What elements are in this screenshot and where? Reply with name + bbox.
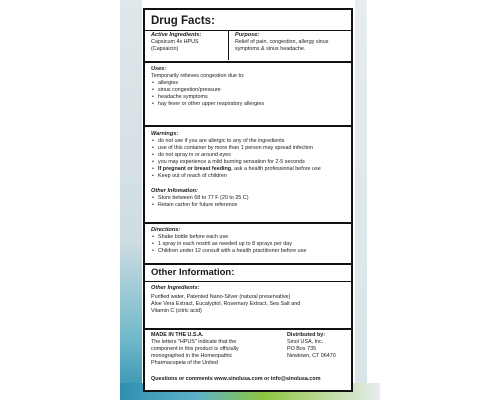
rule-active [145, 61, 351, 63]
other-info-item: • Store between 68 to 77 F (20 to 25 C) [151, 195, 345, 202]
active-ingredients-section [145, 32, 227, 53]
made-in-line: component in this product is officially [151, 346, 239, 352]
uses-item: • headache symptoms [151, 94, 345, 101]
other-ingredients-line: Aloe Vera Extract, Eucalyptol, Rosemary Extract, Sea Salt and [151, 301, 301, 307]
box-left-panel [120, 0, 142, 400]
directions-item: • Children under 12 consult with a health practitioner before use [151, 248, 345, 255]
distributed-line: PO Box 735 [287, 346, 317, 352]
uses-section [145, 66, 351, 108]
other-ingredients-heading: Other Ingredients: [151, 285, 200, 291]
drug-facts-label [143, 8, 353, 392]
other-information-section [145, 266, 351, 279]
made-in-section [145, 332, 269, 367]
rule-uses [145, 125, 351, 127]
rule-title [145, 30, 351, 31]
warnings-item: • do not use if you are allergic to any of the ingredients [151, 138, 345, 145]
warnings-item: • do not spray in or around eyes [151, 152, 345, 159]
directions-section [145, 227, 351, 255]
footer-section [145, 376, 351, 383]
uses-item: • allergies [151, 80, 345, 87]
active-ingredients-heading: Active Ingredients: [151, 32, 202, 38]
rule-ingredients [145, 328, 351, 330]
warnings-list [151, 138, 345, 180]
uses-intro: Temporarily relieves congestion due to: [151, 73, 245, 79]
other-ingredients-section [145, 285, 351, 315]
purpose-line: symptoms & sinus headache. [235, 46, 306, 52]
active-ingredient-line: (Capsaicin) [151, 46, 179, 52]
other-ingredients-line: Purified water, Patented Nano-Silver (natural preservative) [151, 294, 291, 300]
purpose-section [229, 32, 351, 53]
purpose-heading: Purpose: [235, 32, 260, 38]
distributed-line: Sinol USA, Inc. [287, 339, 324, 345]
purpose-line: Relief of pain, congestion, allergy sinus [235, 39, 329, 45]
other-ingredients-line: Vitamin C (citric acid) [151, 308, 202, 314]
warnings-item: • you may experience a mild burning sensation for 2-5 seconds [151, 159, 345, 166]
warnings-section [145, 131, 351, 209]
uses-item: • hay fever or other upper respiratory allergies [151, 101, 345, 108]
rule-directions [145, 263, 351, 265]
distributed-section [281, 332, 351, 360]
other-info-item: • Retain carton for future reference [151, 202, 345, 209]
other-information-heading: Other Information: [151, 267, 235, 278]
warnings-item: • Keep out of reach of children [151, 173, 345, 180]
drug-facts-title: Drug Facts: [151, 15, 215, 27]
box-right-panel [355, 0, 367, 400]
made-in-heading: MADE IN THE U.S.A. [151, 332, 204, 338]
warnings-item: • use of this container by more than 1 person may spread infection [151, 145, 345, 152]
directions-item: • 1 spray in each nostril as needed up to 8 sprays per day [151, 241, 345, 248]
uses-item: • sinus congestion/pressure [151, 87, 345, 94]
made-in-line: monographed in the Homeopathic [151, 353, 233, 359]
pregnant-bold-text: If pregnant or breast feeding [158, 166, 232, 172]
warnings-heading: Warnings: [151, 131, 179, 137]
made-in-line: Pharmacopeia of the United [151, 360, 218, 366]
directions-item: • Shake bottle before each use [151, 234, 345, 241]
other-info-small-heading: Other Infomation: [151, 188, 198, 194]
title-section [145, 14, 351, 28]
rule-other-info [145, 281, 351, 282]
distributed-line: Newtown, CT 06470 [287, 353, 336, 359]
rule-warnings [145, 222, 351, 224]
active-ingredient-line: Capsicum 4x HPUS [151, 39, 199, 45]
made-in-line: The letters "HPUS" indicate that the [151, 339, 237, 345]
distributed-heading: Distributed by: [287, 332, 326, 338]
uses-heading: Uses: [151, 66, 167, 72]
directions-list [151, 234, 345, 255]
directions-heading: Directions: [151, 227, 181, 233]
footer-contact: Questions or comments www.sinolusa.com or info@sinolusa.com [151, 376, 321, 382]
warnings-item-pregnant [151, 166, 345, 173]
other-info-small-list [151, 195, 345, 209]
pregnant-rest-text: , ask a health professional before use [231, 166, 321, 172]
uses-list [151, 80, 345, 108]
